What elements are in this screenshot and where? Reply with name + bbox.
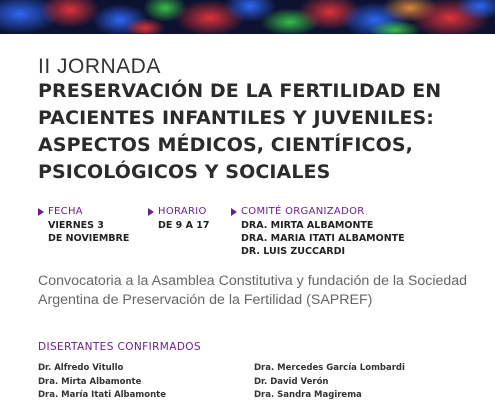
event-info	[38, 206, 488, 264]
comite-members	[241, 219, 405, 258]
speaker-name: Dr. David Verón	[254, 376, 329, 387]
fecha-label: FECHA	[48, 206, 83, 217]
event-title	[38, 78, 488, 186]
horario-line: DE 9 A 17	[158, 220, 210, 231]
speaker-column-left	[38, 362, 166, 403]
jornada-label: II JORNADA	[38, 55, 161, 78]
disertantes-heading: DISERTANTES CONFIRMADOS	[38, 341, 202, 353]
arrow-right-icon	[231, 208, 237, 216]
fecha-value	[48, 219, 129, 245]
title-line: PSICOLÓGICOS Y SOCIALES	[38, 161, 331, 183]
speaker-name: Dra. Sandra Magirema	[254, 390, 362, 400]
arrow-right-icon	[148, 208, 154, 216]
title-line: PACIENTES INFANTILES Y JUVENILES:	[38, 107, 435, 129]
microscopy-image	[0, 0, 495, 34]
speaker-name: Dra. Mercedes García Lombardi	[254, 363, 405, 373]
fecha-line: VIERNES 3	[48, 220, 104, 231]
header-banner-image	[0, 0, 495, 34]
speaker-column-right	[254, 362, 405, 403]
arrow-right-icon	[38, 208, 44, 216]
horario-value	[158, 219, 209, 232]
speaker-name: Dra. María Itati Albamonte	[38, 390, 166, 400]
title-line: PRESERVACIÓN DE LA FERTILIDAD EN	[38, 80, 442, 102]
fecha-line: DE NOVIEMBRE	[48, 233, 130, 244]
comite-member: DRA. MIRTA ALBAMONTE	[241, 220, 374, 231]
comite-member: DRA. MARIA ITATI ALBAMONTE	[241, 233, 405, 244]
speaker-name: Dra. Mirta Albamonte	[38, 376, 142, 387]
convocatoria-text: Convocatoria a la Asamblea Constitutiva y fundación de la Sociedad Argentina de Preservación de la Fertilidad (SAPREF)	[38, 273, 468, 308]
comite-label: COMITÉ ORGANIZADOR	[241, 206, 365, 217]
horario-label: HORARIO	[158, 206, 207, 217]
title-line: ASPECTOS MÉDICOS, CIENTÍFICOS,	[38, 134, 413, 156]
speaker-name: Dr. Alfredo Vitullo	[38, 363, 124, 373]
title-block	[38, 56, 488, 186]
comite-member: DR. LUIS ZUCCARDI	[241, 246, 346, 257]
